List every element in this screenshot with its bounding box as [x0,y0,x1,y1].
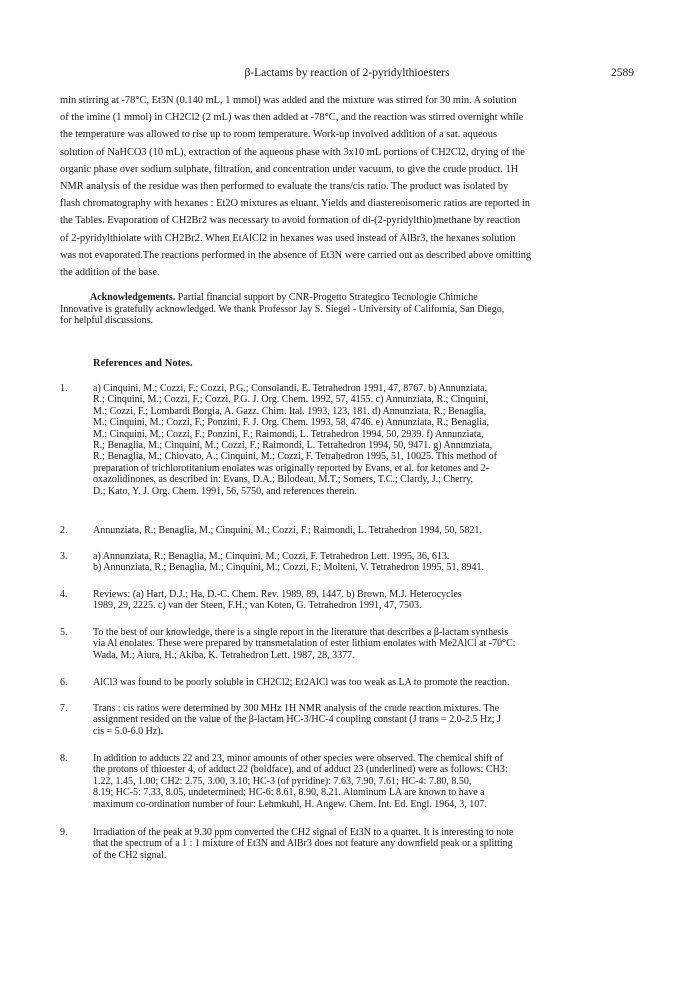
reference-line: Reviews: (a) Hart, D.J.; Ha, D.-C. Chem. Rev. 1989, 89, 1447. b) Brown, M.J. Heterocycles [93,589,462,600]
reference-line: R.; Benaglia, M.; Cinquini, M.; Cozzi, F.; Raimondi, L. Tetrahedron 1994, 50, 9471. g) Annunziata, [93,440,493,452]
reference-number: 4. [60,589,68,600]
reference-number: 8. [60,753,68,764]
experimental-paragraph [60,92,634,281]
reference-line: the protons of thioester 4, of adduct 22 (boldface), and of adduct 23 (underlined) were as follows: CH3: [93,764,508,776]
reference-line: maximum co-ordination number of four: Lehmkuhl, H. Angew. Chem. Int. Ed. Engl. 1964, 3, 107. [93,798,487,810]
reference-line: via Al enolates. These were prepared by transmetalation of ester lithium enolates with Me2AlCl at -70°C: [93,638,516,650]
reference-line: In addition to adducts 22 and 23, minor amounts of other species were observed. The chemical shift of [93,753,503,764]
reference-number: 9. [60,827,68,838]
body-line: the addition of the base. [60,267,160,279]
reference-line: a) Cinquini, M.; Cozzi, F.; Cozzi, P.G.; Consolandi, E. Tetrahedron 1991, 47, 8767. b) Annunziata, [93,383,488,394]
running-title: β-Lactams by reaction of 2-pyridylthioesters [244,67,450,79]
reference-line: R.; Cinquini, M.; Cozzi, F.; Cozzi, P.G. J. Org. Chem. 1992, 57, 4155. c) Annunziata, R.; Cinquini, [93,394,489,406]
reference-line: Annunziata, R.; Benaglia, M.; Cinquini, M.; Cozzi, F.; Raimondi, L. Tetrahedron 1994, 50, 5821. [93,525,482,536]
body-line: was not evaporated.The reactions performed in the absence of Et3N were carried out as described above omitting [60,249,532,261]
body-line: NMR analysis of the residue was then performed to evaluate the trans/cis ratio. The product was isolated by [60,181,509,193]
reference-line: b) Annunziata, R.; Benaglia, M.; Cinquini, M.; Cozzi, F.; Molteni, V. Tetrahedron 1995, 51, 8941. [93,562,484,574]
body-line: the temperature was allowed to rise up to room temperature. Work-up involved addition of a sat. aqueous [60,129,497,141]
reference-line: D.; Kato, Y. J. Org. Chem. 1991, 56, 5750, and references therein. [93,485,357,497]
ack-line: for helpful discussions. [60,315,154,327]
body-line: flash chromatography with hexanes : Et2O mixtures as eluant. Yields and diastereoisomeric ratios are reported in [60,198,530,210]
reference-line: M.; Cinquini, M.; Cozzi, F.; Ponzini, F. J. Org. Chem. 1993, 58, 4746. e) Annunziata, R.; Benaglia, [93,417,489,429]
reference-line: R.; Benaglia, M.; Chiovato, A.; Cinquini, M.; Cozzi, F. Tetrahedron 1995, 51, 10025. This method of [93,451,497,463]
reference-number: 2. [60,525,68,536]
body-line: organic phase over sodium sulphate, filtration, and concentration under vacuum, to give the crude product. 1H [60,163,519,175]
reference-number: 3. [60,551,68,562]
reference-line: 1.22, 1.45, 1.00; CH2: 2.75, 3.00, 3.10; HC-3 (of pyridine): 7.63, 7.90, 7.61; HC-4: 7.80, 8.50, [93,775,472,787]
reference-number: 6. [60,677,68,688]
reference-line: 1989, 29, 2225. c) van der Steen, F.H.; van Koten, G. Tetrahedron 1991, 47, 7503. [93,600,422,612]
references-heading: References and Notes. [93,358,193,369]
body-line: solution of NaHCO3 (10 mL), extraction of the aqueous phase with 3x10 mL portions of CH2Cl2, drying of the [60,146,525,158]
reference-number: 1. [60,383,68,394]
body-line: of 2-pyridylthiolate with CH2Br2. When EtAlCl2 in hexanes was used instead of AlBr3, the hexanes solution [60,232,516,244]
reference-line: Irradiation of the peak at 9.30 ppm converted the CH2 signal of Et3N to a quartet. It is interesting to note [93,827,514,838]
ack-line: Partial financial support by CNR-Progetto Strategico Tecnologie Chimiche [177,292,478,303]
ack-first-line [60,292,634,304]
reference-number: 5. [60,627,68,638]
reference-line: M.; Cozzi, F.; Lombardi Borgia, A. Gazz. Chim. Ital. 1993, 123, 181. d) Annunziata, R.; Benaglia, [93,405,487,417]
reference-line: of the CH2 signal. [93,849,167,861]
reference-line: cis = 5.0-6.0 Hz). [93,725,164,737]
reference-line: preparation of trichlorotitanium enolates was originally reported by Evans, et al. for ketones and 2- [93,462,489,474]
reference-line: To the best of our knowledge, there is a single report in the literature that describes a β-lactam synthesis [93,627,509,638]
reference-line: assignment resided on the value of the β-lactam HC-3/HC-4 coupling constant (J trans = 2.0-2.5 Hz; J [93,714,501,726]
reference-line: Trans : cis ratios were determined by 300 MHz 1H NMR analysis of the crude reaction mixtures. The [93,703,500,714]
body-line: the Tables. Evaporation of CH2Br2 was necessary to avoid formation of di-(2-pyridylthio)methane by reaction [60,215,521,227]
running-header [60,67,634,81]
reference-number: 7. [60,703,68,714]
ack-line: Innovative is gratefully acknowledged. We thank Professor Jay S. Siegel - University of California, San Diego, [60,303,505,315]
reference-line: M.; Cinquini, M.; Cozzi, F.; Ponzini, F.; Raimondi, L. Tetrahedron 1994, 50, 2939. f) Annunziata, [93,428,484,440]
reference-line: oxazolidinones, as described in: Evans, D.A.; Bilodeau, M.T.; Somers, T.C.; Clardy, J.; Cherry, [93,474,474,486]
reference-line: 8.19; HC-5: 7.33, 8.05, undetermined; HC-6: 8.61, 8.90, 8.21. Aluminum LA are known to have a [93,787,485,799]
ack-heading: Acknowledgements. [90,292,176,303]
reference-line: Wada, M.; Aiura, H.; Akiba, K. Tetrahedron Lett. 1987, 28, 3377. [93,649,355,661]
reference-line: that the spectrum of a 1 : 1 mixture of Et3N and AlBr3 does not feature any downfield peak or a splitting [93,838,513,850]
acknowledgements [60,292,634,327]
reference-line: AlCl3 was found to be poorly soluble in CH2Cl2; Et2AlCl was too weak as LA to promote the reaction. [93,677,510,688]
body-line: of the imine (1 mmol) in CH2Cl2 (2 mL) was then added at -78°C, and the reaction was stirred overnight while [60,112,524,124]
body-line: min stirring at -78°C, Et3N (0.140 mL, 1 mmol) was added and the mixture was stirred for 30 min. A solution [60,95,517,106]
page-number: 2589 [611,67,634,79]
reference-line: a) Annunziata, R.; Benaglia, M.; Cinquini, M.; Cozzi, F. Tetrahedron Lett. 1995, 36, 613. [93,551,450,562]
